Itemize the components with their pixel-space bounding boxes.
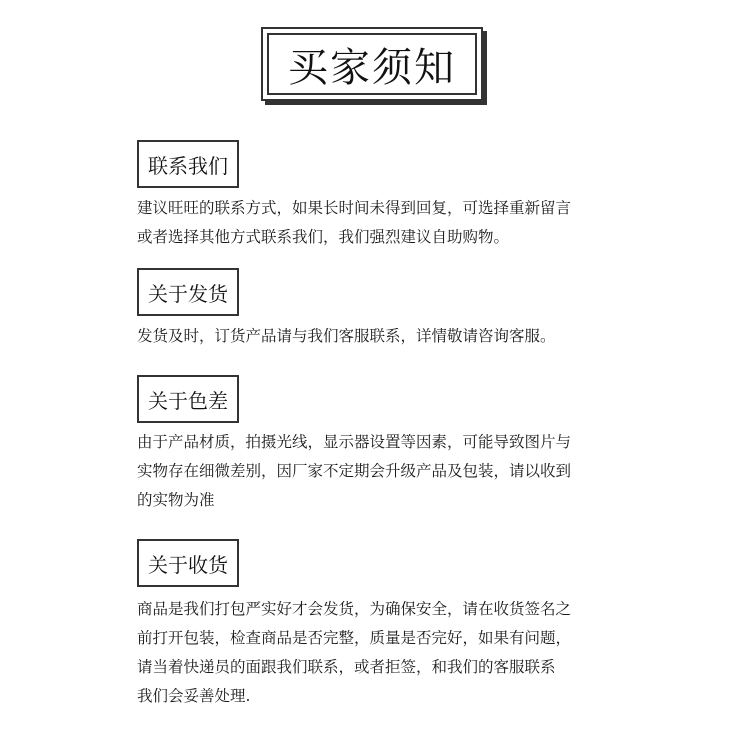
body-line: 商品是我们打包严实好才会发货，为确保安全，请在收货签名之 <box>137 600 572 618</box>
body-line: 实物存在细微差别，因厂家不定期会升级产品及包装，请以收到 <box>137 462 572 480</box>
section-heading-shipping: 关于发货 <box>137 268 239 316</box>
body-line: 的实物为准 <box>137 491 215 509</box>
page-title: 买家须知 <box>288 44 456 91</box>
body-line: 发货及时，订货产品请与我们客服联系，详情敬请咨询客服。 <box>137 327 556 345</box>
body-line: 请当着快递员的面跟我们联系，或者拒签，和我们的客服联系 <box>137 658 556 676</box>
body-line: 建议旺旺的联系方式，如果长时间未得到回复，可选择重新留言 <box>137 199 572 217</box>
section-body-contact <box>137 194 627 252</box>
section-body-shipping <box>137 322 627 351</box>
body-line: 我们会妥善处理. <box>137 687 251 705</box>
title-frame-inner <box>267 33 477 95</box>
body-line: 由于产品材质，拍摄光线，显示器设置等因素，可能导致图片与 <box>137 433 572 451</box>
title-frame <box>261 27 483 101</box>
section-body-color-difference <box>137 428 627 515</box>
body-line: 前打开包装，检查商品是否完整，质量是否完好，如果有问题， <box>137 629 572 647</box>
section-heading-contact: 联系我们 <box>137 140 239 188</box>
section-heading-receiving: 关于收货 <box>137 539 239 587</box>
body-line: 或者选择其他方式联系我们，我们强烈建议自助购物。 <box>137 228 510 246</box>
section-heading-color-difference: 关于色差 <box>137 375 239 423</box>
section-body-receiving <box>137 595 627 711</box>
